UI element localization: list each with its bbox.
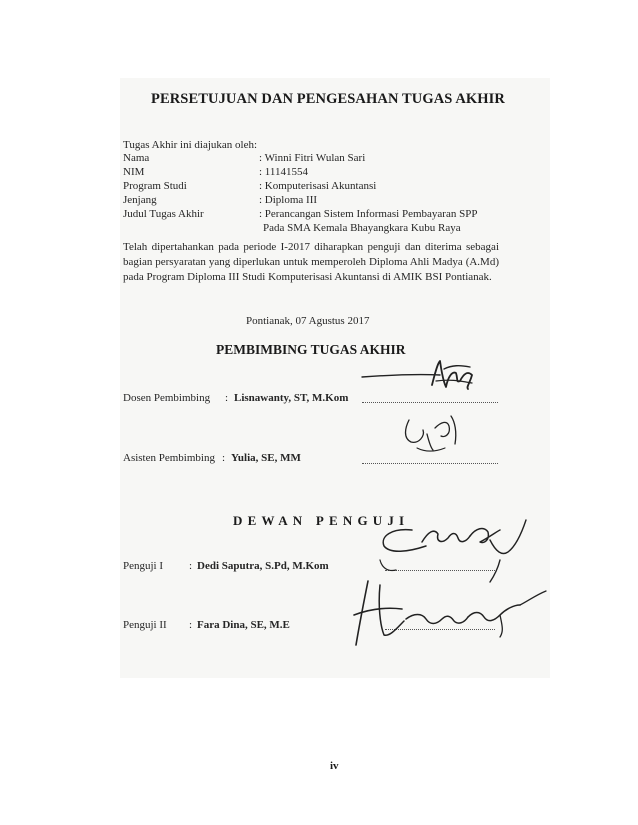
examiners-heading: DEWAN PENGUJI (233, 513, 410, 528)
field-value-name: : Winni Fitri Wulan Sari (259, 152, 366, 164)
examiner-name-1: Dedi Saputra, S.Pd, M.Kom (197, 560, 329, 572)
signature-advisor-2 (395, 408, 475, 463)
signature-examiner-2 (350, 575, 550, 655)
field-value-nim: : 11141554 (259, 166, 308, 178)
examiner-role-2: Penguji II (123, 619, 167, 631)
field-label-nim: NIM (123, 166, 145, 178)
advisor-colon-1: : (225, 392, 229, 404)
page-number: iv (330, 760, 339, 772)
statement-paragraph: Telah dipertahankan pada periode I-2017 diharapkan penguji dan diterima sebagai bagian persyaratan yang diperlukan untuk memperoleh Diploma Ahli Madya (A.Md) pada Program Diploma III Studi Komputerisasi Akuntansi di AMIK BSI Pontianak. (123, 241, 499, 283)
field-label-title: Judul Tugas Akhir (123, 208, 204, 220)
advisor-colon-2: : (222, 452, 226, 464)
field-label-program: Program Studi (123, 180, 187, 192)
advisor-role-1: Dosen Pembimbing (123, 392, 211, 404)
field-label-name: Nama (123, 152, 150, 164)
examiner-colon-2: : (189, 619, 193, 631)
signature-advisor-1 (360, 355, 490, 405)
examiner-name-2: Fara Dina, SE, M.E (197, 619, 290, 631)
intro-text: Tugas Akhir ini diajukan oleh: (123, 139, 258, 151)
advisor-role-2: Asisten Pembimbing (123, 452, 215, 464)
field-value-title-line2: Pada SMA Kemala Bhayangkara Kubu Raya (263, 222, 461, 234)
examiner-role-1: Penguji I (123, 560, 164, 572)
signature-line-advisor-2 (362, 463, 498, 464)
examiner-colon-1: : (189, 560, 193, 572)
place-date: Pontianak, 07 Agustus 2017 (246, 315, 370, 327)
advisor-name-1: Lisnawanty, ST, M.Kom (234, 392, 349, 404)
field-value-level: : Diploma III (259, 194, 318, 206)
field-label-level: Jenjang (123, 194, 157, 206)
advisor-name-2: Yulia, SE, MM (231, 452, 301, 464)
page-title: PERSETUJUAN DAN PENGESAHAN TUGAS AKHIR (151, 91, 506, 107)
field-value-program: : Komputerisasi Akuntansi (259, 180, 377, 192)
advisors-heading: PEMBIMBING TUGAS AKHIR (216, 342, 406, 357)
field-value-title: : Perancangan Sistem Informasi Pembayaran SPP (259, 208, 478, 220)
